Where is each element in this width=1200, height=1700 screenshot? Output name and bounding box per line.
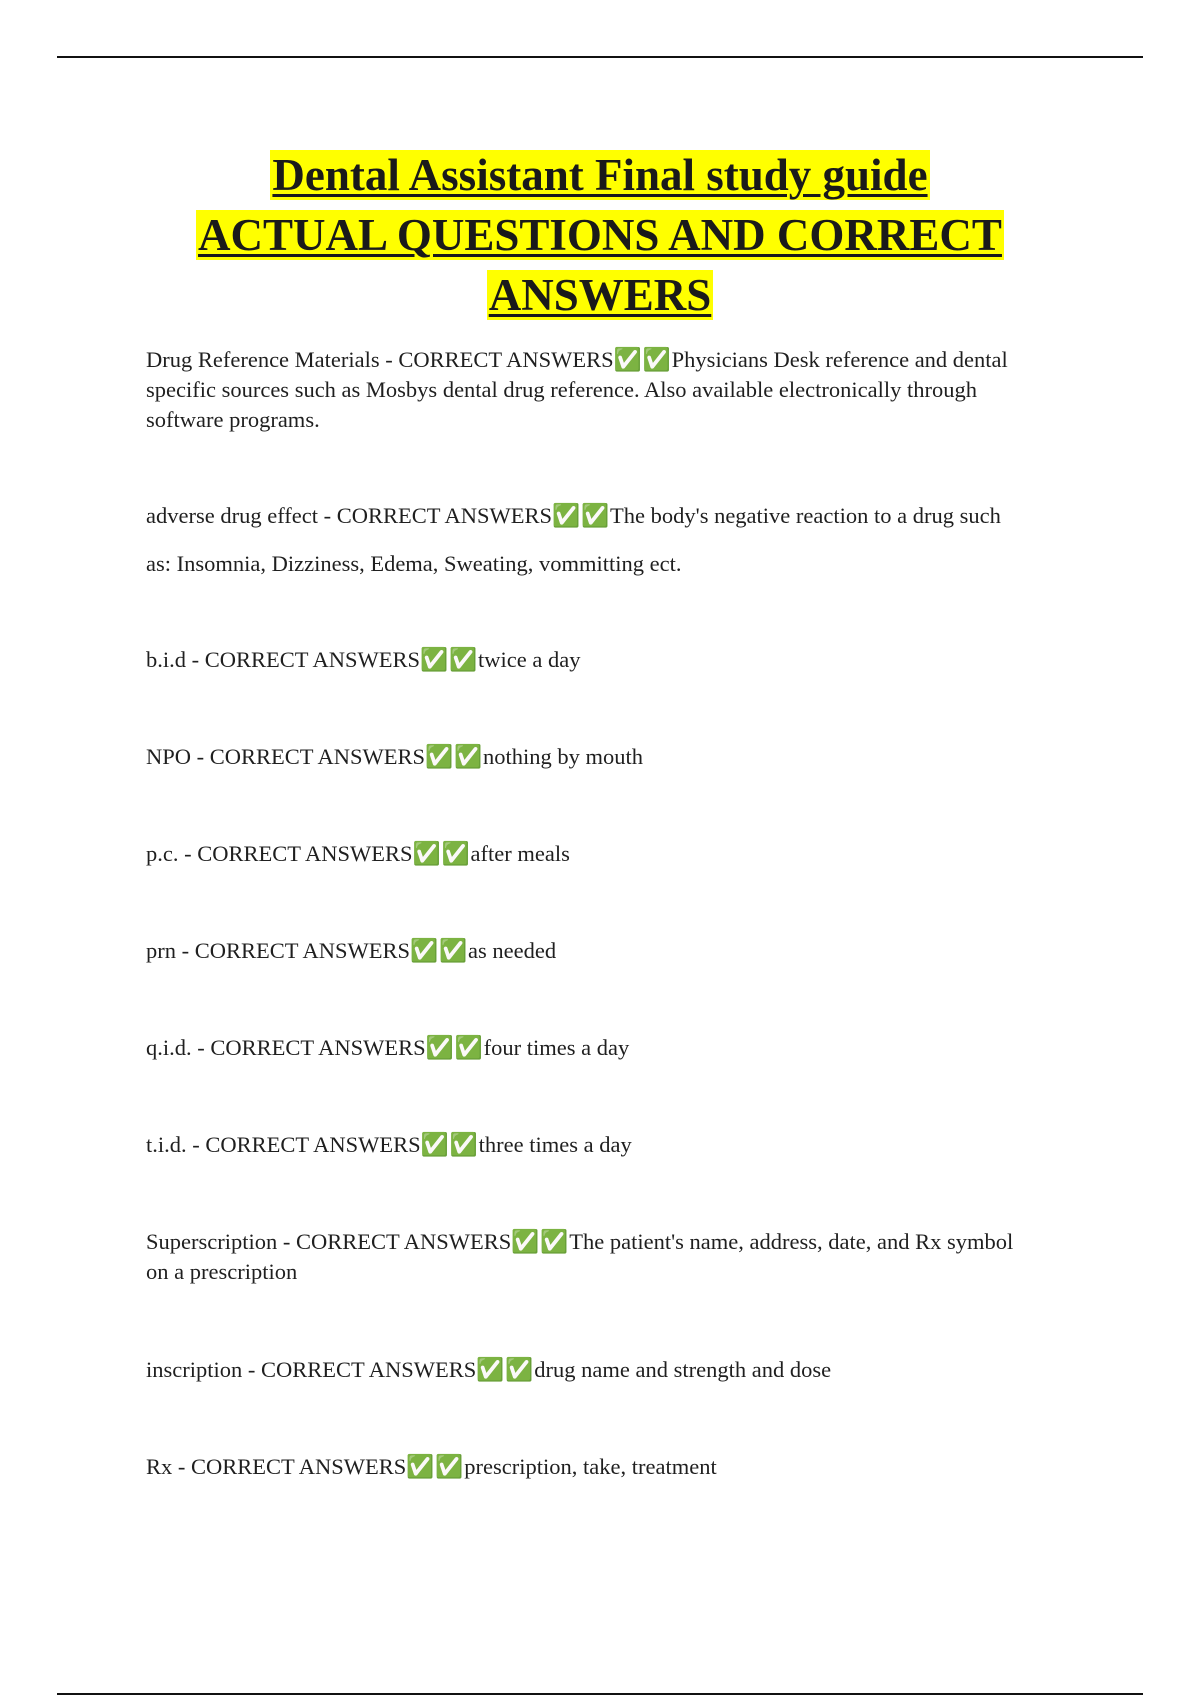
entry-term: t.i.d. [146, 1132, 187, 1157]
double-check-icon: ✅✅ [406, 1454, 465, 1479]
qa-entry [146, 839, 1046, 869]
title-line-3: ANSWERS [488, 270, 712, 320]
entry-answer: drug name and strength and dose [534, 1357, 832, 1382]
bottom-rule [57, 1693, 1143, 1695]
qa-entry [146, 645, 1046, 675]
entry-separator: - CORRECT ANSWERS [277, 1229, 512, 1254]
document-title [100, 145, 1100, 325]
entry-term: Rx [146, 1454, 173, 1479]
entry-separator: - CORRECT ANSWERS [379, 347, 614, 372]
double-check-icon: ✅✅ [412, 841, 471, 866]
entry-answer: three times a day [478, 1132, 632, 1157]
double-check-icon: ✅✅ [420, 1132, 479, 1157]
double-check-icon: ✅✅ [410, 938, 469, 963]
entry-separator: - CORRECT ANSWERS [242, 1357, 477, 1382]
entry-term: NPO [146, 744, 192, 769]
qa-entry [146, 1227, 1016, 1287]
entry-separator: - CORRECT ANSWERS [176, 938, 410, 963]
title-line-2: ACTUAL QUESTIONS AND CORRECT [198, 210, 1002, 260]
entry-separator: - CORRECT ANSWERS [186, 647, 421, 672]
qa-entry [146, 936, 1046, 966]
qa-entry [146, 1033, 1046, 1063]
double-check-icon: ✅✅ [613, 347, 672, 372]
double-check-icon: ✅✅ [425, 1035, 484, 1060]
double-check-icon: ✅✅ [420, 647, 479, 672]
qa-entry [146, 1355, 1046, 1385]
double-check-icon: ✅✅ [552, 503, 611, 528]
entry-separator: - CORRECT ANSWERS [186, 1132, 421, 1157]
entry-separator: - CORRECT ANSWERS [191, 1035, 426, 1060]
entry-term: b.i.d [146, 647, 187, 672]
qa-entry [146, 742, 1046, 772]
qa-entry [146, 1452, 1046, 1482]
qa-entry [146, 345, 1046, 435]
top-rule [57, 56, 1143, 58]
entry-answer: after meals [470, 841, 570, 866]
entry-term: prn [146, 938, 176, 963]
entry-separator: - CORRECT ANSWERS [191, 744, 426, 769]
entry-term: q.i.d. [146, 1035, 192, 1060]
entry-answer: prescription, take, treatment [464, 1454, 717, 1479]
qa-entry [146, 1130, 1046, 1160]
entry-term: Superscription [146, 1229, 278, 1254]
entry-answer: nothing by mouth [483, 744, 644, 769]
entry-answer: twice a day [478, 647, 581, 672]
double-check-icon: ✅✅ [476, 1357, 535, 1382]
entry-separator: - CORRECT ANSWERS [172, 1454, 407, 1479]
entry-answer: The body's negative reaction to a drug such as: Insomnia, Dizziness, Edema, Sweating, vommitting ect. [146, 503, 1001, 576]
title-line-1: Dental Assistant Final study guide [272, 150, 928, 200]
qa-entry [146, 492, 1026, 588]
double-check-icon: ✅✅ [425, 744, 484, 769]
entry-term: p.c. [146, 841, 179, 866]
entry-term: inscription [146, 1357, 243, 1382]
entry-answer: four times a day [483, 1035, 630, 1060]
entry-answer: The patient's name, address, date, and Rx symbol on a prescription [146, 1229, 1014, 1284]
entry-separator: - CORRECT ANSWERS [318, 503, 552, 528]
entry-answer: as needed [468, 938, 557, 963]
entry-answer: Physicians Desk reference and dental specific sources such as Mosbys dental drug reference. Also available electronically through software programs. [146, 347, 1008, 432]
entry-separator: - CORRECT ANSWERS [178, 841, 413, 866]
entry-term: adverse drug effect [146, 503, 318, 528]
double-check-icon: ✅✅ [511, 1229, 570, 1254]
entry-term: Drug Reference Materials [146, 347, 380, 372]
